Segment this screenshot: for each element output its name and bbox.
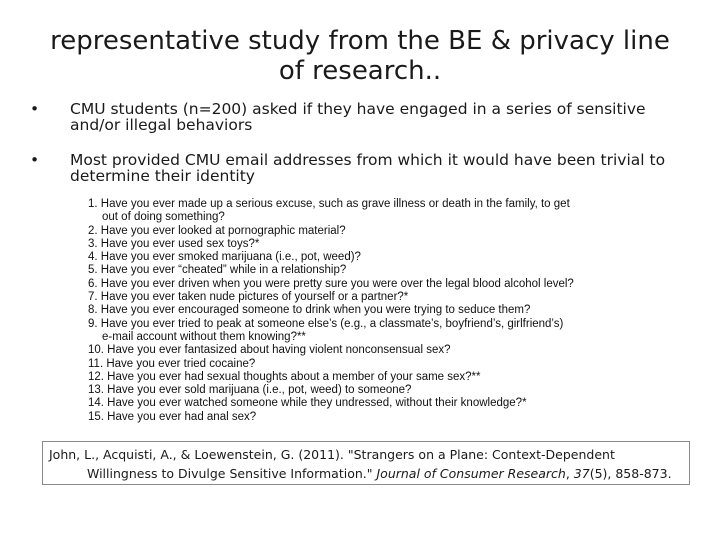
- question-item: e-mail account without them knowing?**: [102, 330, 306, 343]
- citation-issue-pages: (5), 858-873.: [589, 466, 672, 481]
- question-item: 3. Have you ever used sex toys?*: [88, 237, 260, 250]
- question-item: 10. Have you ever fantasized about having violent nonconsensual sex?: [88, 344, 451, 357]
- bullet-line: and/or illegal behaviors: [70, 116, 253, 134]
- citation-line-1: John, L., Acquisti, A., & Loewenstein, G. (2011). "Strangers on a Plane: Context-Dependent: [49, 447, 615, 462]
- title-line-1: representative study from the BE & privacy line: [50, 26, 670, 56]
- question-item: 12. Have you ever had sexual thoughts about a member of your same sex?**: [88, 370, 481, 383]
- question-item: 14. Have you ever watched someone while they undressed, without their knowledge?*: [88, 397, 527, 410]
- question-item: 15. Have you ever had anal sex?: [88, 410, 257, 423]
- bullet-line: Most provided CMU email addresses from which it would have been trivial to: [70, 151, 666, 169]
- question-item: 11. Have you ever tried cocaine?: [88, 357, 256, 370]
- bullet-line: determine their identity: [70, 167, 255, 185]
- bullet-list: [24, 101, 704, 203]
- question-item: 5. Have you ever “cheated” while in a relationship?: [88, 264, 347, 277]
- question-item: 1. Have you ever made up a serious excuse, such as grave illness or death in the family, to get: [88, 198, 570, 210]
- citation-volume: 37: [573, 466, 590, 481]
- bullet-item: [24, 152, 704, 184]
- question-list: [88, 198, 608, 424]
- question-item: 13. Have you ever sold marijuana (i.e., pot, weed) to someone?: [88, 384, 412, 397]
- question-item: 7. Have you ever taken nude pictures of yourself or a partner?*: [88, 291, 409, 304]
- citation-line-2: [49, 464, 683, 483]
- title-line-2: of research..: [278, 56, 442, 86]
- citation-journal: Journal of Consumer Research: [376, 466, 566, 481]
- citation-title-part: Willingness to Divulge Sensitive Information.": [87, 466, 377, 481]
- question-item: 9. Have you ever tried to peak at someone else’s (e.g., a classmate’s, boyfriend’s, girlfriend’s): [88, 317, 564, 330]
- bullet-line: CMU students (n=200) asked if they have engaged in a series of sensitive: [70, 100, 646, 118]
- bullet-marker: •: [30, 151, 40, 169]
- question-item: 2. Have you ever looked at pornographic material?: [88, 224, 346, 237]
- citation-box: [42, 441, 690, 485]
- bullet-item: [24, 101, 704, 133]
- bullet-marker: •: [30, 100, 40, 118]
- question-item: 4. Have you ever smoked marijuana (i.e., pot, weed)?: [88, 251, 361, 264]
- question-item: 6. Have you ever driven when you were pretty sure you were over the legal blood alcohol level?: [88, 277, 574, 290]
- citation-separator: ,: [565, 466, 574, 481]
- question-item: 8. Have you ever encouraged someone to drink when you were trying to seduce them?: [88, 304, 531, 317]
- question-item: out of doing something?: [102, 211, 225, 224]
- slide-title: [40, 26, 680, 86]
